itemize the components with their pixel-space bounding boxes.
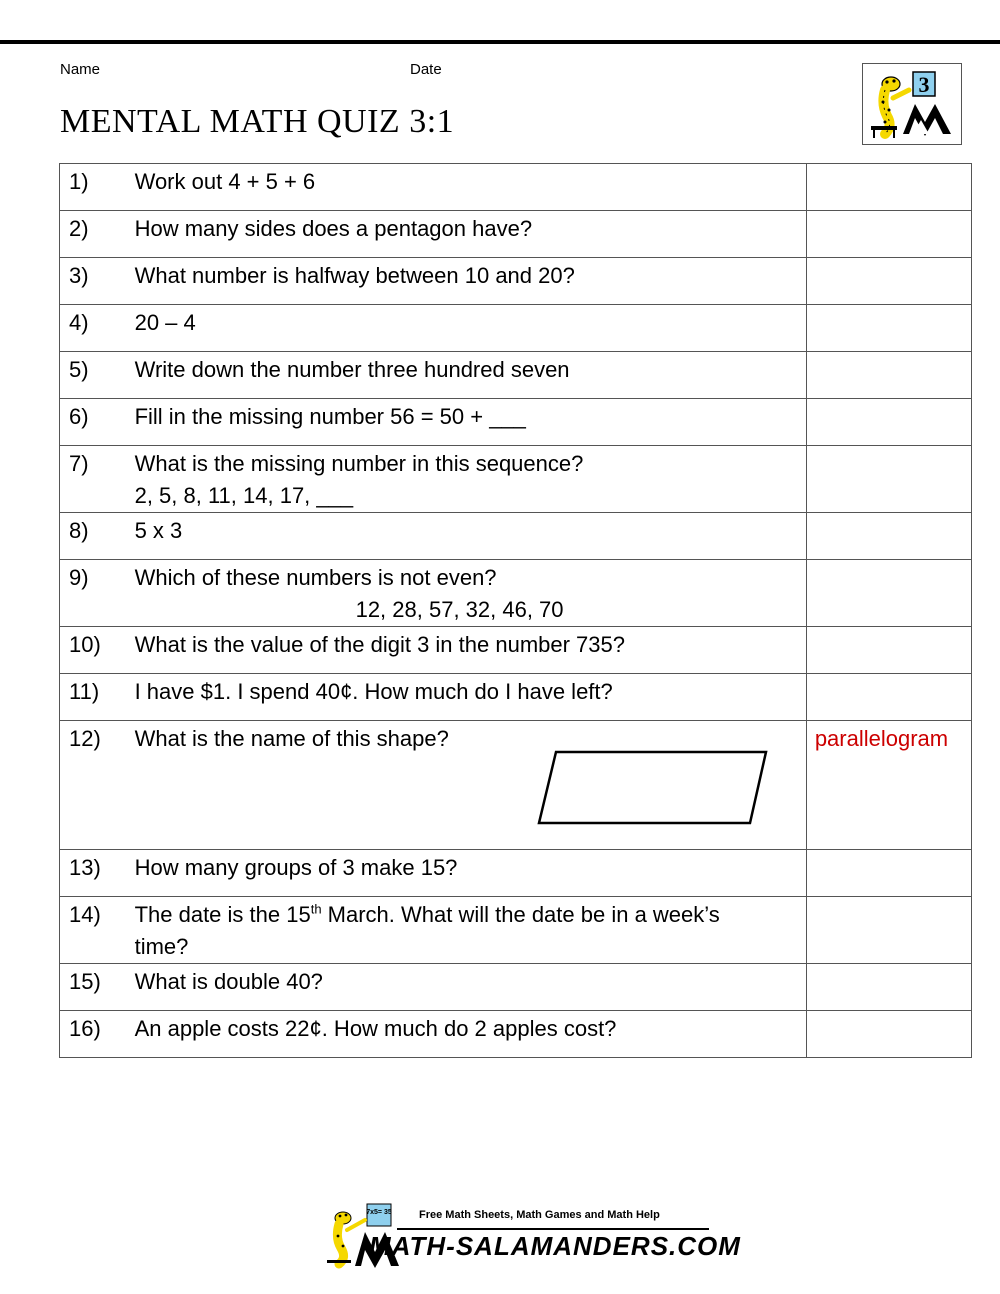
question-number: 14) — [69, 902, 101, 927]
quiz-table — [59, 163, 972, 1058]
answer-cell[interactable] — [806, 352, 971, 399]
question-text: Fill in the missing number 56 = 50 + ___ — [134, 404, 526, 429]
answer-text: parallelogram — [814, 726, 949, 751]
answer-cell[interactable] — [806, 446, 971, 513]
answer-cell[interactable] — [806, 897, 971, 964]
answer-cell[interactable] — [806, 258, 971, 305]
answer-cell[interactable] — [806, 399, 971, 446]
question-number: 16) — [69, 1016, 101, 1041]
question-text-line2: 12, 28, 57, 32, 46, 70 — [355, 597, 564, 622]
question-text-line2: time? — [134, 934, 189, 959]
question-text: What number is halfway between 10 and 20? — [134, 263, 575, 288]
parallelogram-shape — [536, 749, 772, 827]
question-row — [60, 446, 972, 513]
question-number: 7) — [69, 451, 89, 476]
question-number: 3) — [69, 263, 89, 288]
question-text: How many sides does a pentagon have? — [134, 216, 533, 241]
question-number: 5) — [69, 357, 89, 382]
question-number: 10) — [69, 632, 101, 657]
answer-cell[interactable] — [806, 850, 971, 897]
question-text: Write down the number three hundred seven — [134, 357, 570, 382]
grade-logo — [862, 63, 962, 145]
answer-cell[interactable] — [806, 164, 971, 211]
question-row — [60, 627, 972, 674]
answer-cell[interactable] — [806, 721, 971, 850]
footer-tagline: Free Math Sheets, Math Games and Math Help — [419, 1209, 660, 1221]
question-text: How many groups of 3 make 15? — [134, 855, 458, 880]
footer-rule — [397, 1228, 709, 1230]
grade-badge: 3 — [918, 72, 930, 97]
question-number: 8) — [69, 518, 89, 543]
question-text: Which of these numbers is not even? — [134, 565, 497, 590]
question-row — [60, 211, 972, 258]
question-row — [60, 1011, 972, 1058]
question-number: 9) — [69, 565, 89, 590]
question-row — [60, 964, 972, 1011]
question-number: 12) — [69, 726, 101, 751]
question-text: I have $1. I spend 40¢. How much do I have left? — [134, 679, 613, 704]
question-text: 20 – 4 — [134, 310, 196, 335]
question-row — [60, 850, 972, 897]
footer-site-link[interactable]: MATH-SALAMANDERS.COM — [369, 1231, 741, 1261]
question-text: What is the value of the digit 3 in the number 735? — [134, 632, 625, 657]
question-text-line2: 2, 5, 8, 11, 14, 17, ___ — [134, 483, 354, 508]
answer-cell[interactable] — [806, 627, 971, 674]
question-text: What is double 40? — [134, 969, 323, 994]
name-label: Name — [60, 61, 101, 78]
question-row — [60, 674, 972, 721]
answer-cell[interactable] — [806, 964, 971, 1011]
question-text: An apple costs 22¢. How much do 2 apples cost? — [134, 1016, 617, 1041]
question-text: What is the name of this shape? — [134, 726, 449, 751]
answer-cell[interactable] — [806, 305, 971, 352]
footer-logo — [325, 1202, 741, 1270]
question-number: 13) — [69, 855, 101, 880]
question-text: The date is the 15th March. What will the date be in a week’s — [134, 901, 720, 927]
answer-cell[interactable] — [806, 211, 971, 258]
question-row — [60, 721, 972, 850]
question-row — [60, 258, 972, 305]
question-text: What is the missing number in this sequence? — [134, 451, 584, 476]
question-row — [60, 399, 972, 446]
question-row — [60, 164, 972, 211]
answer-cell[interactable] — [806, 513, 971, 560]
answer-cell[interactable] — [806, 674, 971, 721]
page-title: MENTAL MATH QUIZ 3:1 — [60, 103, 455, 140]
question-number: 2) — [69, 216, 89, 241]
question-number: 6) — [69, 404, 89, 429]
question-row — [60, 897, 972, 964]
question-row — [60, 305, 972, 352]
salamander-logo-icon — [863, 64, 961, 144]
question-row — [60, 560, 972, 627]
answer-cell[interactable] — [806, 1011, 971, 1058]
date-label: Date — [410, 61, 442, 78]
footer-badge-text: 7x5= 35 — [366, 1209, 392, 1216]
question-text: Work out 4 + 5 + 6 — [134, 169, 316, 194]
question-number: 11) — [69, 679, 100, 704]
question-row — [60, 513, 972, 560]
question-number: 4) — [69, 310, 89, 335]
question-number: 1) — [69, 169, 89, 194]
question-number: 15) — [69, 969, 101, 994]
answer-cell[interactable] — [806, 560, 971, 627]
question-row — [60, 352, 972, 399]
top-rule — [0, 40, 1000, 44]
question-text: 5 x 3 — [134, 518, 183, 543]
